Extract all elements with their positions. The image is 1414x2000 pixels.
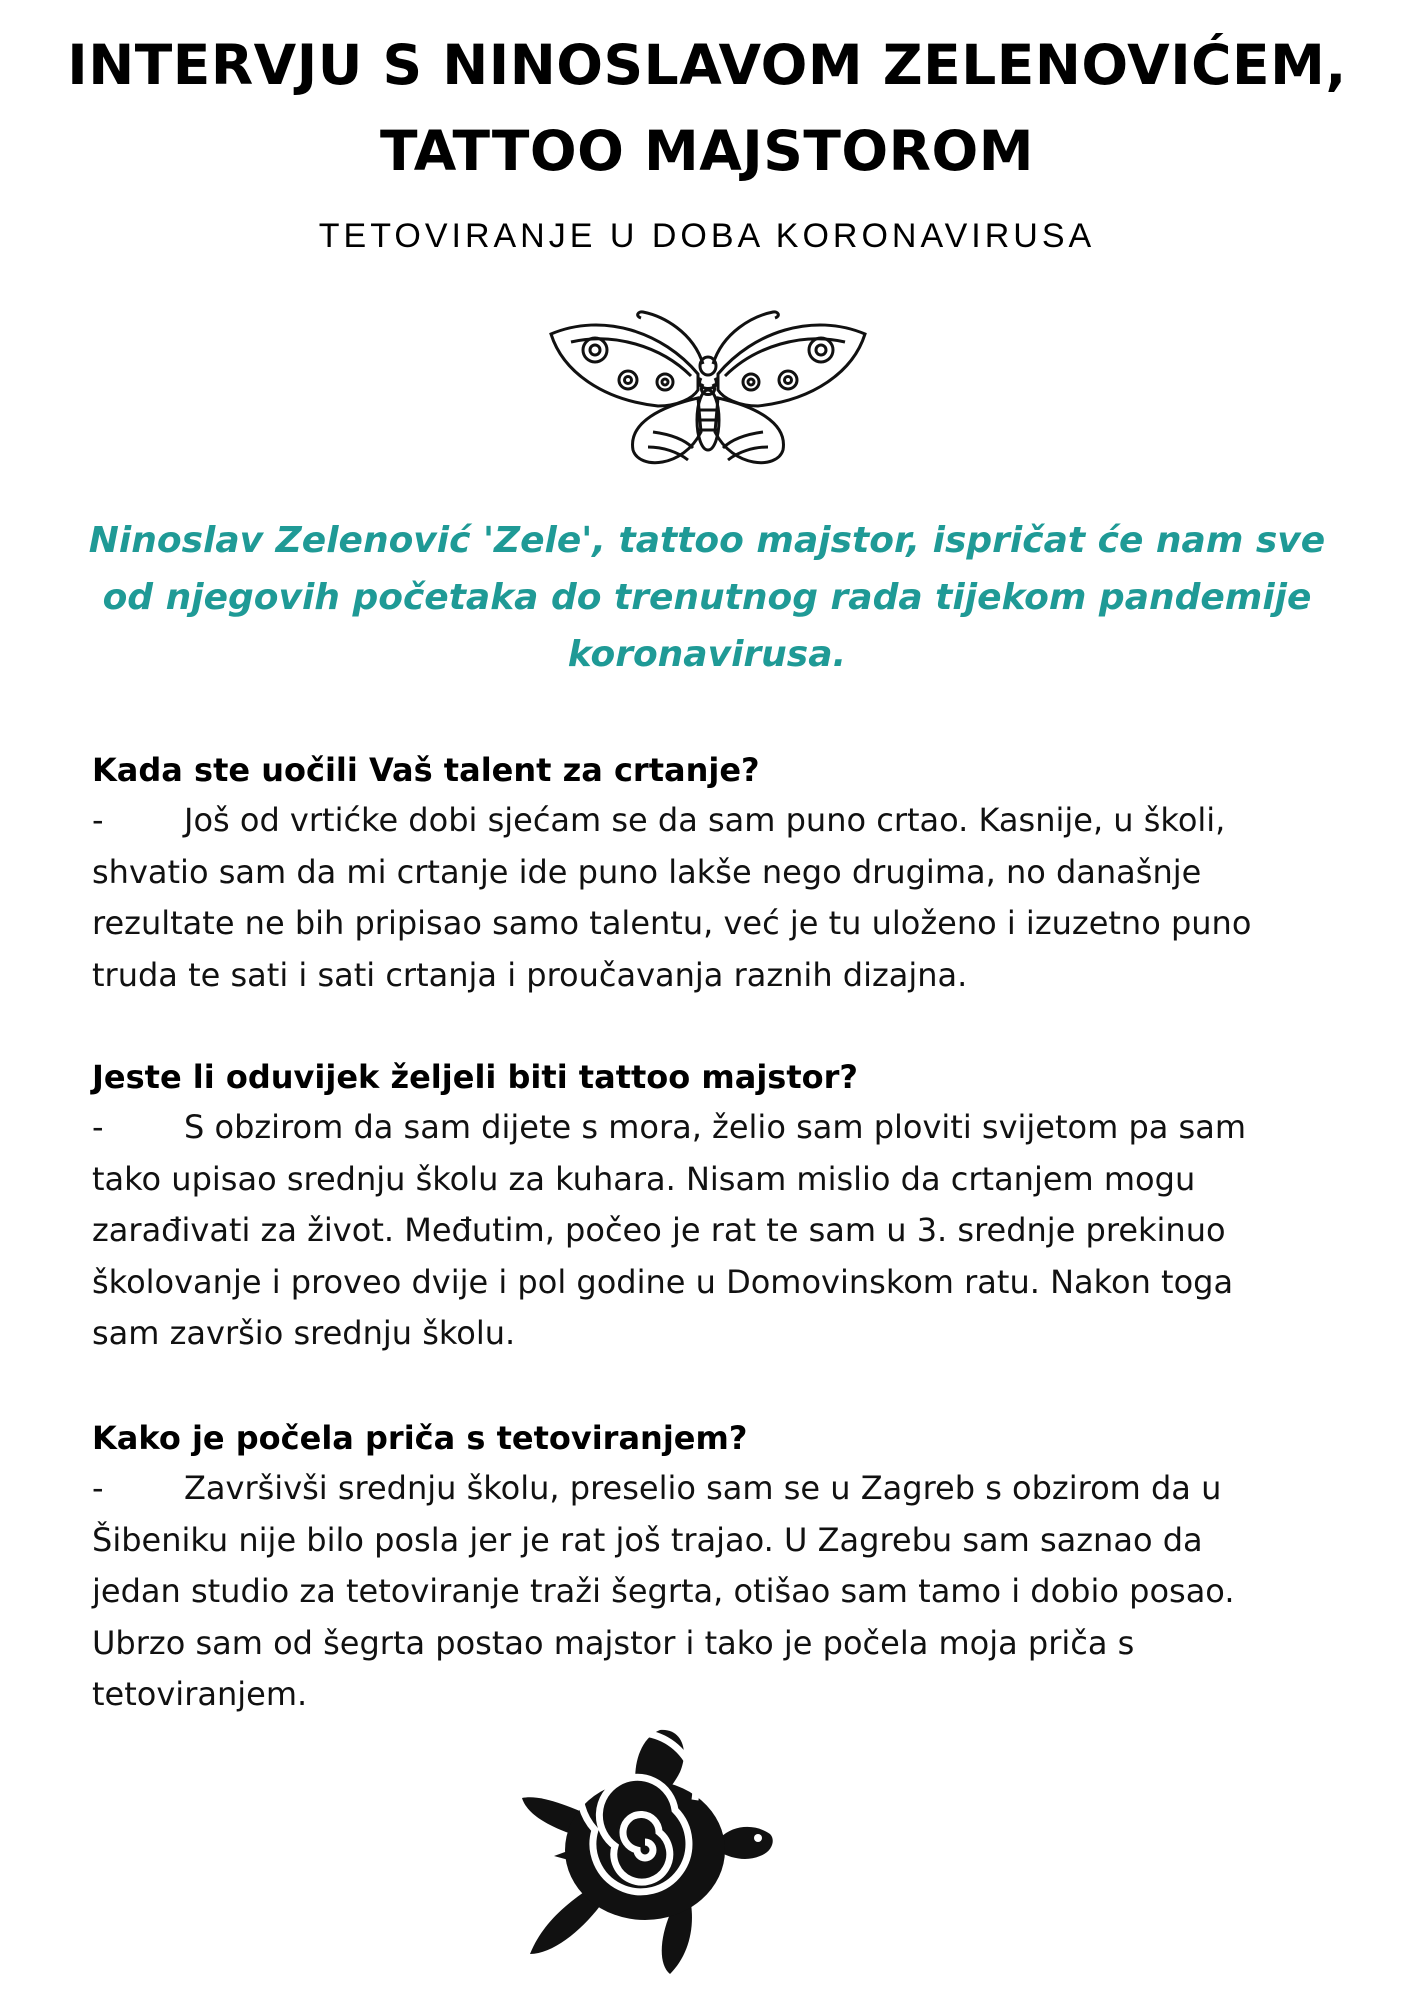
- title-line-1: INTERVJU S NINOSLAVOM ZELENOVIĆEM,: [67, 33, 1347, 97]
- answer-line: [92, 1102, 1342, 1154]
- answer-line: truda te sati i sati crtanja i proučavanja raznih dizajna.: [92, 955, 968, 994]
- answer-line: tako upisao srednju školu za kuhara. Nisam mislio da crtanjem mogu: [92, 1159, 1196, 1198]
- answer-dash: -: [92, 1469, 104, 1507]
- intro-line-3: koronavirusa.: [567, 634, 847, 675]
- question-2: Jeste li oduvijek željeli biti tattoo majstor?: [92, 1058, 858, 1096]
- answer-line: shvatio sam da mi crtanje ide puno lakše nego drugima, no današnje: [92, 852, 1202, 891]
- intro-line-2: od njegovih početaka do trenutnog rada tijekom pandemije: [102, 577, 1312, 618]
- answer-line: [92, 795, 1342, 847]
- answer-text: S obzirom da sam dijete s mora, želio sam ploviti svijetom pa sam: [184, 1108, 1246, 1146]
- answer-text: Završivši srednju školu, preselio sam se u Zagreb s obzirom da u: [184, 1469, 1222, 1507]
- turtle-icon: [520, 1728, 780, 1978]
- butterfly-icon: [543, 302, 873, 472]
- question-1: Kada ste uočili Vaš talent za crtanje?: [92, 751, 760, 789]
- answer-text: Još od vrtićke dobi sjećam se da sam puno crtao. Kasnije, u školi,: [184, 801, 1226, 839]
- answer-dash: -: [92, 801, 104, 839]
- qa-block-1: [92, 745, 1342, 1001]
- title-line-2: TATTOO MAJSTOROM: [380, 119, 1034, 183]
- answer-line: Ubrzo sam od šegrta postao majstor i tako je počela moja priča s: [92, 1623, 1135, 1662]
- answer-line: [92, 1463, 1342, 1515]
- answer-line: tetoviranjem.: [92, 1675, 308, 1713]
- page-subtitle: TETOVIRANJE U DOBA KORONAVIRUSA: [318, 217, 1096, 255]
- page-title: [60, 22, 1354, 194]
- answer-line: sam završio srednju školu.: [92, 1314, 516, 1352]
- question-3: Kako je počela priča s tetoviranjem?: [92, 1419, 748, 1457]
- answer-line: zarađivati za život. Međutim, počeo je rat te sam u 3. srednje prekinuo: [92, 1211, 1226, 1249]
- qa-block-3: [92, 1413, 1342, 1721]
- answer-line: školovanje i proveo dvije i pol godine u Domovinskom ratu. Nakon toga: [92, 1262, 1234, 1301]
- answer-line: Šibeniku nije bilo posla jer je rat još trajao. U Zagrebu sam saznao da: [92, 1520, 1203, 1559]
- intro-line-1: Ninoslav Zelenović 'Zele', tattoo majstor, ispričat će nam sve: [88, 520, 1326, 561]
- answer-line: jedan studio za tetoviranje traži šegrta, otišao sam tamo i dobio posao.: [92, 1572, 1235, 1610]
- answer-dash: -: [92, 1108, 104, 1146]
- qa-block-2: [92, 1052, 1342, 1360]
- intro-lead: [70, 512, 1344, 683]
- answer-line: rezultate ne bih pripisao samo talentu, već je tu uloženo i izuzetno puno: [92, 904, 1252, 942]
